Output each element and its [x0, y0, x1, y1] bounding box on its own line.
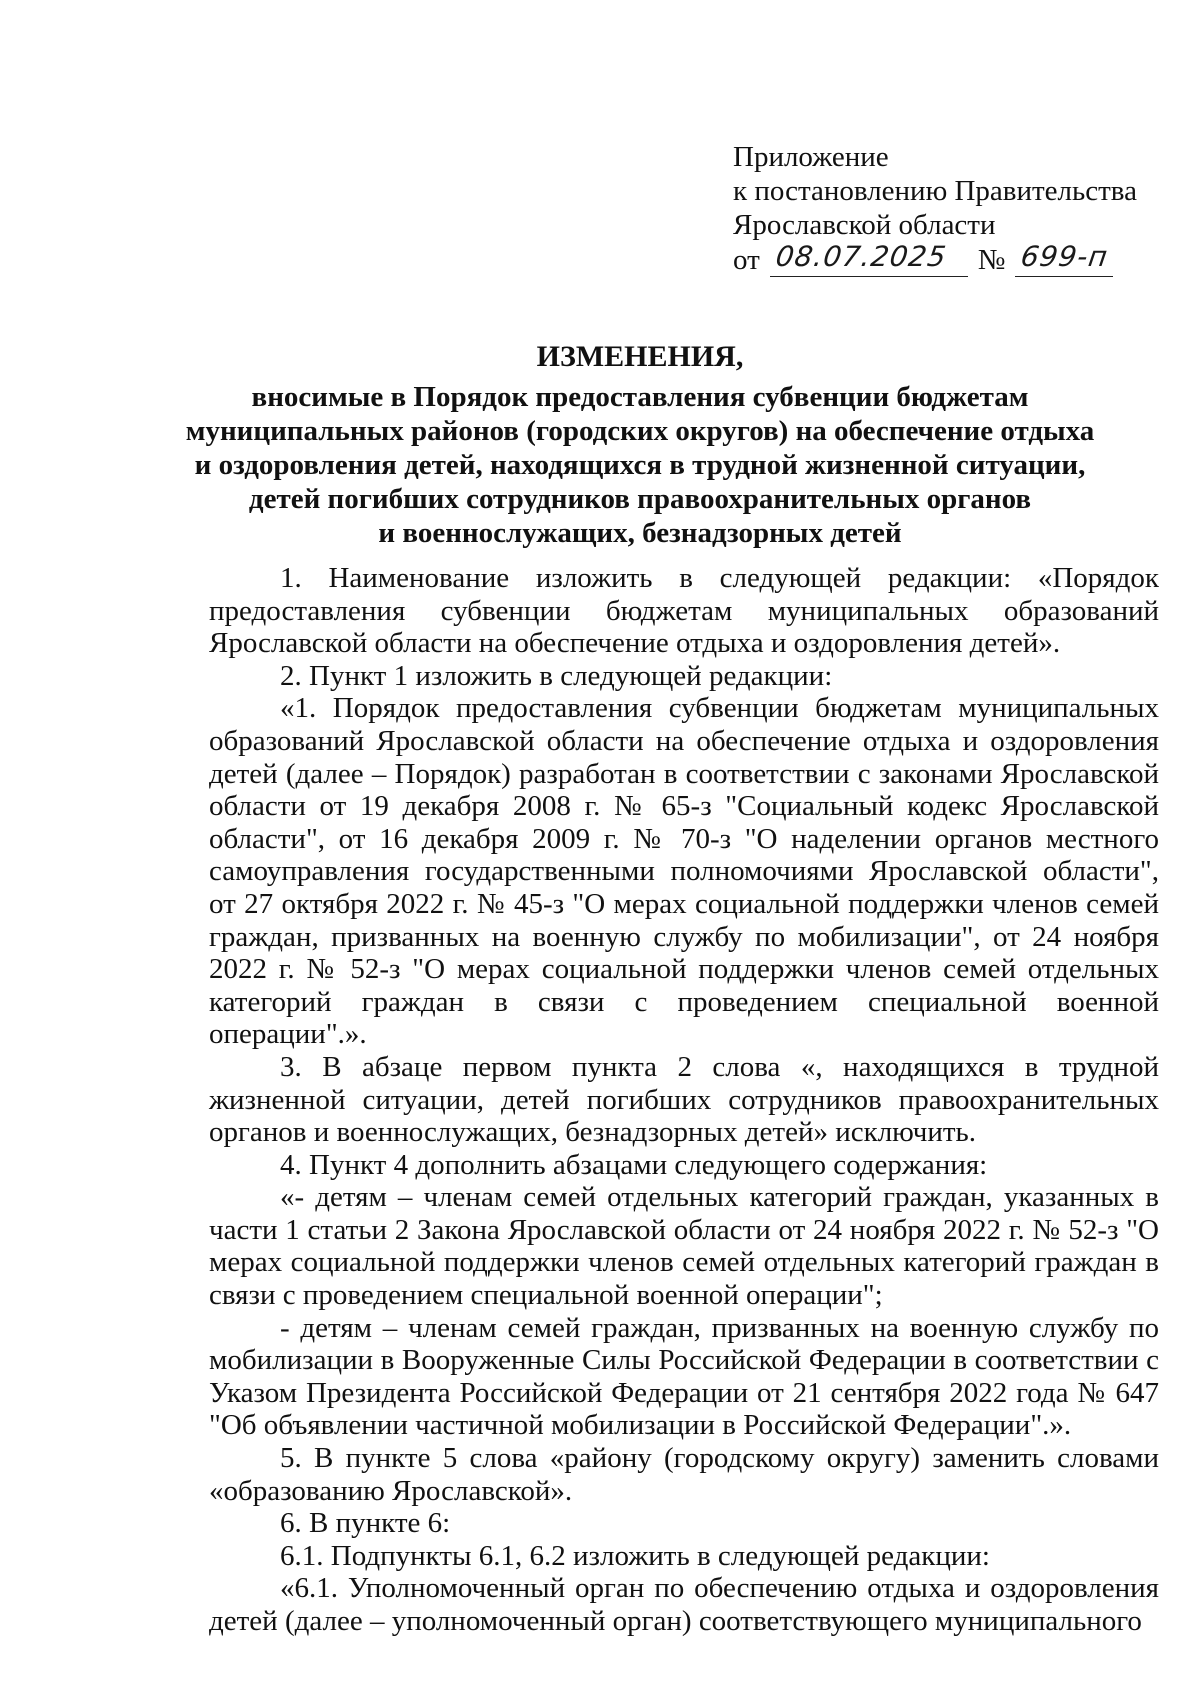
title-line-3: и оздоровления детей, находящихся в трудной жизненной ситуации, [194, 449, 1086, 481]
paragraph: 6. В пункте 6: [280, 1507, 451, 1540]
title-line-5: и военнослужащих, безнадзорных детей [378, 517, 902, 549]
handwritten-number: 699-п [1019, 240, 1111, 273]
paragraph: «- детям – членам семей отдельных категорий граждан, указанных в части 1 статьи 2 Закона Ярославской области от 24 ноября 2022 г. № 52-з "О мерах социальной поддержки членов семей отдельных категорий граждан в связи с проведением специальной военной операции"; [209, 1181, 1159, 1312]
appendix-title: Приложение [733, 141, 889, 173]
number-field [1015, 242, 1113, 277]
title-line-4: детей погибших сотрудников правоохранительных органов [248, 483, 1032, 515]
title-line-1: вносимые в Порядок предоставления субвенции бюджетам [251, 381, 1029, 413]
appendix-date-row [733, 242, 1153, 277]
paragraph: 4. Пункт 4 дополнить абзацами следующего содержания: [280, 1148, 988, 1181]
appendix-header [733, 140, 1153, 277]
paragraph: 1. Наименование изложить в следующей редакции: «Порядок предоставления субвенции бюджетам муниципальных образований Ярославской области на обеспечение отдыха и оздоровления детей». [209, 562, 1159, 660]
document-title [120, 340, 1160, 550]
from-label: от [733, 244, 760, 276]
paragraph: - детям – членам семей граждан, призванных на военную службу по мобилизации в Вооруженные Силы Российской Федерации в соответствии с Указом Президента Российской Федерации от 21 сентября 2022 года № 647 "Об объявлении частичной мобилизации в Российской Федерации".». [209, 1311, 1159, 1442]
paragraph: «6.1. Уполномоченный орган по обеспечению отдыха и оздоровления детей (далее – уполномоченный орган) соответствующего муниципального [209, 1572, 1159, 1637]
number-label: № [977, 244, 1006, 276]
paragraph: 5. В пункте 5 слова «району (городскому округу) заменить словами «образованию Ярославской». [209, 1442, 1159, 1507]
paragraph: 2. Пункт 1 изложить в следующей редакции: [280, 659, 833, 692]
paragraph: 6.1. Подпункты 6.1, 6.2 изложить в следующей редакции: [280, 1539, 990, 1572]
paragraph: «1. Порядок предоставления субвенции бюджетам муниципальных образований Ярославской области на обеспечение отдыха и оздоровления детей (далее – Порядок) разработан в соответствии с законами Ярославской области от 19 декабря 2008 г. № 65-з "Социальный кодекс Ярославской области", от 16 декабря 2009 г. № 70-з "О наделении органов местного самоуправления государственными полномочиями Ярославской области", от 27 октября 2022 г. № 45-з "О мерах социальной поддержки членов семей граждан, призванных на военную службу по мобилизации", от 24 ноября 2022 г. № 52-з "О мерах социальной поддержки членов семей отдельных категорий граждан в связи с проведением специальной военной операции".». [209, 692, 1159, 1051]
title-main: ИЗМЕНЕНИЯ, [536, 340, 744, 373]
handwritten-date: 08.07.2025 [773, 240, 949, 273]
appendix-region: Ярославской области [733, 209, 996, 241]
title-line-2: муниципальных районов (городских округов) на обеспечение отдыха [185, 415, 1095, 447]
document-body [209, 562, 1159, 1638]
appendix-reference: к постановлению Правительства [733, 175, 1137, 207]
date-field [770, 242, 968, 277]
paragraph: 3. В абзаце первом пункта 2 слова «, находящихся в трудной жизненной ситуации, детей погибших сотрудников правоохранительных органов и военнослужащих, безнадзорных детей» исключить. [209, 1050, 1159, 1149]
